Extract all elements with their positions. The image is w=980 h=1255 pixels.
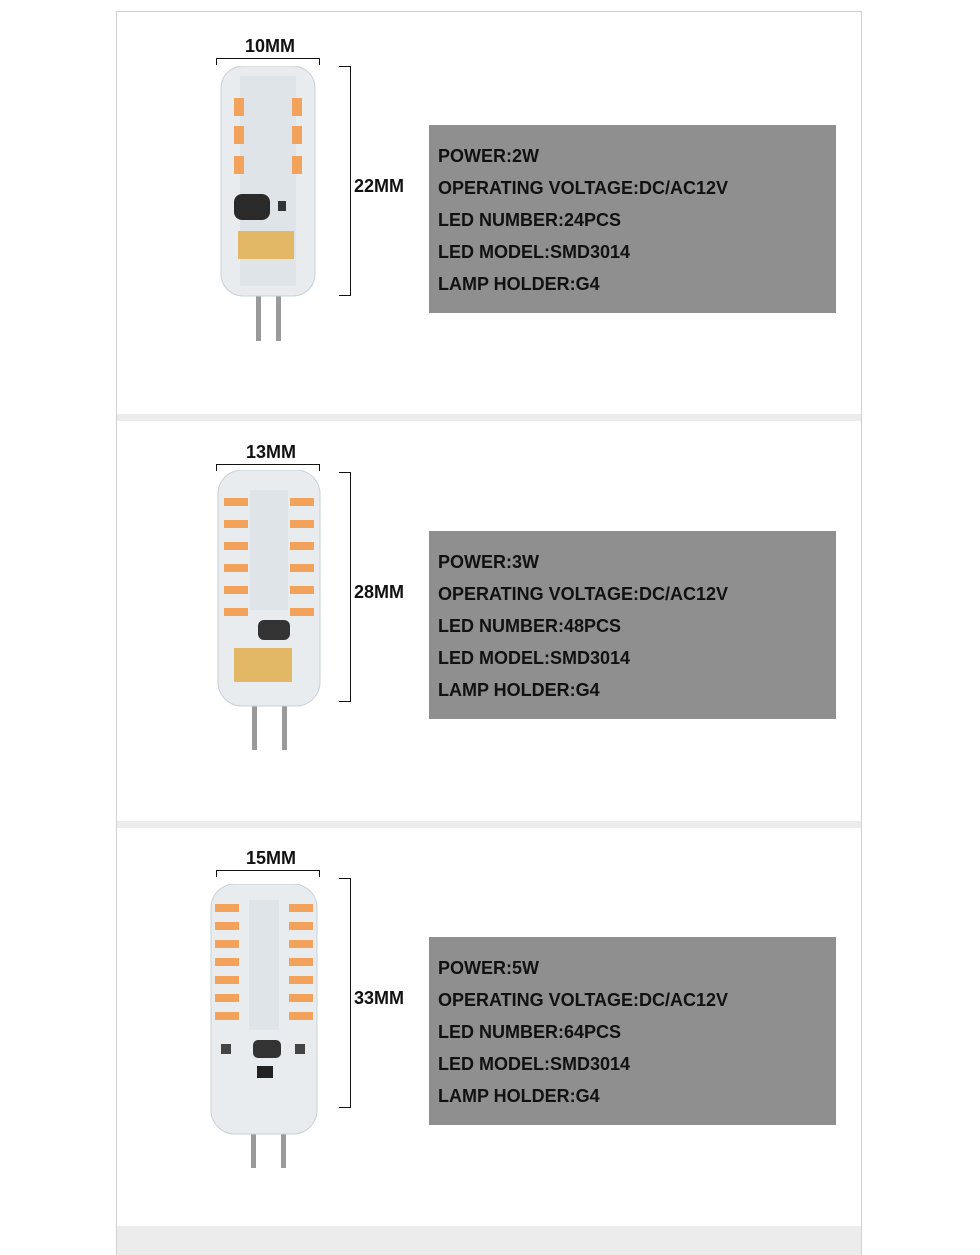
spec-box-1 [429,125,836,313]
height-dimension-bracket [339,878,351,1108]
width-dimension-bracket [216,58,320,65]
led-bulb-image [205,884,323,1170]
width-label: 15MM [245,848,296,868]
spec-led-number: LED NUMBER:24PCS [438,210,622,230]
spec-led-model: LED MODEL:SMD3014 [438,1054,631,1074]
spec-voltage: OPERATING VOLTAGE:DC/AC12V [438,178,729,198]
spec-led-model: LED MODEL:SMD3014 [438,242,631,262]
section-divider [117,821,861,828]
led-bulb-image [216,470,322,752]
spec-power: POWER:3W [438,552,539,572]
height-dimension-bracket [339,472,351,702]
spec-lamp-holder: LAMP HOLDER:G4 [438,680,600,700]
spec-box-3 [429,937,836,1125]
spec-power: POWER:5W [438,958,539,978]
width-label: 13MM [245,442,296,462]
spec-voltage: OPERATING VOLTAGE:DC/AC12V [438,990,729,1010]
led-bulb-image [218,66,318,346]
height-label: 28MM [354,582,405,602]
height-dimension-bracket [339,66,351,296]
spec-voltage: OPERATING VOLTAGE:DC/AC12V [438,584,729,604]
spec-led-number: LED NUMBER:64PCS [438,1022,622,1042]
height-label: 22MM [354,176,405,196]
height-label: 33MM [354,988,405,1008]
section-divider [117,1226,861,1255]
spec-lamp-holder: LAMP HOLDER:G4 [438,274,600,294]
width-label: 10MM [244,36,295,56]
spec-led-model: LED MODEL:SMD3014 [438,648,631,668]
spec-power: POWER:2W [438,146,539,166]
spec-led-number: LED NUMBER:48PCS [438,616,622,636]
spec-box-2 [429,531,836,719]
spec-lamp-holder: LAMP HOLDER:G4 [438,1086,600,1106]
section-divider [117,414,861,421]
width-dimension-bracket [216,870,320,877]
